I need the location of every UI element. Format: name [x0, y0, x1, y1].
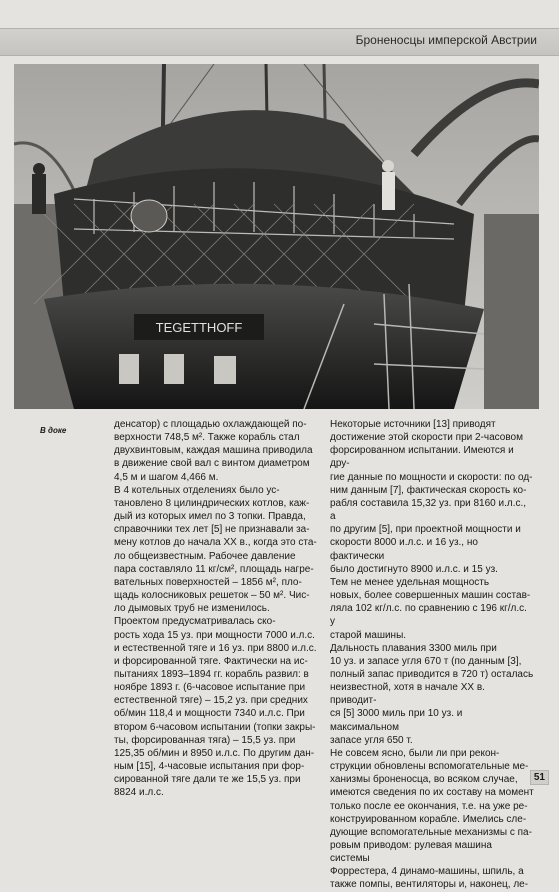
photo-caption: В доке	[40, 426, 67, 435]
paragraph: Не совсем ясно, были ли при рекон- струкции обновлены вспомогательные ме- ханизмы броненосца, во всяком случае, имеются сведения по их составу на момент только после ее окончания, т.е. на уже ре- конструированном корабле. Имелись сле- дующие вспомогательные механизмы с па- ровым приводом: рулевая машина системы Форрестера, 4 динамо-машины, шпиль, а также помпы, вентиляторы и, наконец, ле-	[330, 747, 534, 891]
paragraph: Проектом предусматривалась ско- рость хода 15 уз. при мощности 7000 и.л.с. и естественной тяге и 16 уз. при 8800 и.л.с. и форсированной тяге. Фактически на ис- пытаниях 1893–1894 гг. корабль развил: в ноябре 1893 г. (6-часовое испытание при естественной тяге) – 15,2 уз. при средних об/мин 118,4 и мощности 7340 и.л.с. При втором 6-часовом испытании (топки закры- ты, форсированная тяга) – 15,5 уз. при 125,35 об/мин и 8950 и.л.с. По другим дан- ным [15], 4-часовые испытания при фор- сированной тяге дали те же 15,5 уз. при 8824 и.л.с.	[114, 616, 317, 799]
text-column-right	[330, 418, 534, 892]
paragraph: Тем не менее удельная мощность новых, более совершенных машин состав- ляла 102 кг/л.с. по сравнению с 196 кг/л.с. у старой машины.	[330, 576, 531, 641]
page-number: 51	[530, 770, 549, 785]
paragraph: В 4 котельных отделениях было ус- тановлено 8 цилиндрических котлов, каж- дый из которых имел по 3 топки. Правда, справочники тех лет [5] не признавали за- мену котлов до начала XX в., когда это ста- ло общеизвестным. Рабочее давление пара составляло 11 кг/см², площадь нагре- вательных поверхностей – 1856 м², пло- щадь колосниковых решеток – 50 м². Чис- ло дымовых труб не изменилось.	[114, 484, 317, 615]
paragraph: Дальность плавания 3300 миль при 10 уз. и запасе угля 670 т (по данным [3], полный запас приводится в 720 т) осталась неизвестной, хотя в начале XX в. приводит- ся [5] 3000 миль при 10 уз. и максимальном запасе угля 650 т.	[330, 642, 534, 746]
paragraph: денсатор) с площадью охлаждающей по- верхности 748,5 м². Также корабль стал двухвинтовым, каждая машина приводила в движение свой вал с винтом диаметром 4,5 м и шагом 4,466 м.	[114, 419, 313, 483]
stern-name-text: TEGETTHOFF	[155, 320, 243, 335]
running-header-title: Броненосцы имперской Австрии	[355, 33, 537, 47]
running-header	[0, 28, 559, 56]
text-column-left	[114, 418, 318, 800]
ship-in-dock-photo	[14, 64, 539, 409]
paragraph: Некоторые источники [13] приводят достижение этой скорости при 2-часовом форсированном испытании. Имеются и дру- гие данные по мощности и скорости: по од- ним данным [7], фактическая скорость ко- рабля составила 15,32 уз. при 8160 и.л.с., а по другим [5], при проектной мощности и скорости 8000 и.л.с. и 16 уз., но фактически было достигнуто 8900 и.л.с. и 15 уз.	[330, 419, 533, 575]
ship-stern-illustration	[14, 64, 539, 409]
